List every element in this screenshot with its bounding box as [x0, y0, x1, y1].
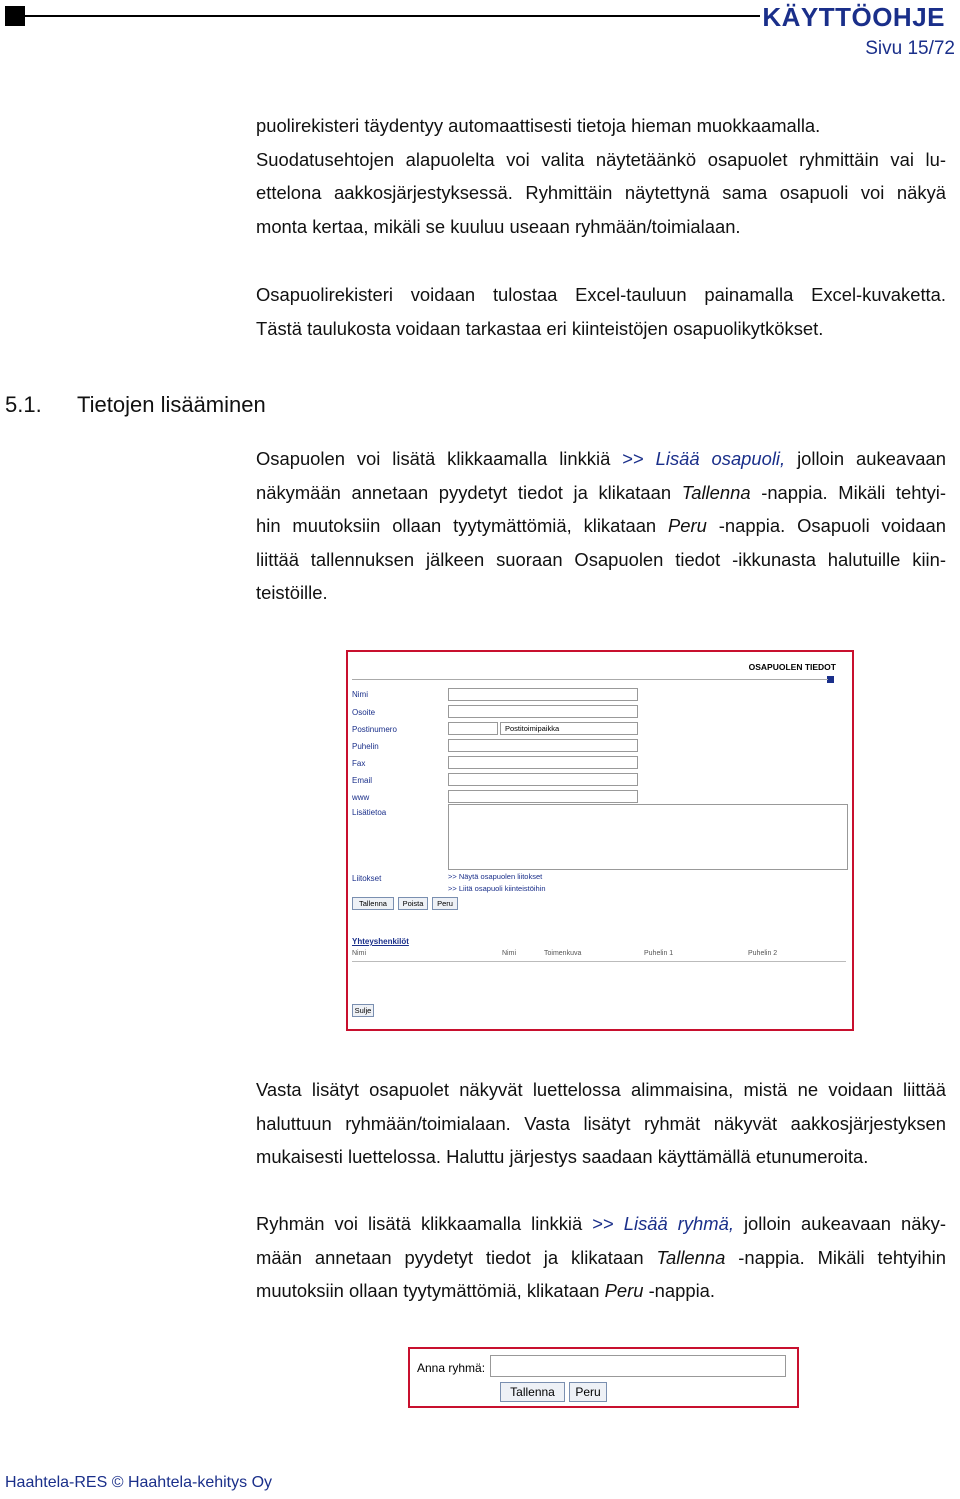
www-label: www: [352, 793, 370, 802]
phone-field[interactable]: [448, 739, 638, 752]
address-label: Osoite: [352, 708, 376, 717]
attach-to-property-link[interactable]: >> Liitä osapuoli kiinteistöihin: [448, 884, 546, 893]
text-span: -nappia. Mikäli tehtyi-: [761, 481, 946, 503]
header-square-mark: [5, 6, 25, 26]
city-field[interactable]: Postitoimipaikka: [500, 722, 638, 735]
section-title: Tietojen lisääminen: [77, 392, 266, 417]
column-header: Puhelin 1: [644, 950, 674, 957]
group-save-button[interactable]: Tallenna: [500, 1382, 565, 1402]
text-span: mään annetaan pyydetyt tiedot ja klikataan: [256, 1246, 644, 1268]
save-word: Tallenna: [681, 481, 751, 503]
save-word: Tallenna: [656, 1246, 726, 1268]
section-heading: [5, 392, 266, 418]
text-span: Osapuolen voi lisätä klikkaamalla linkkiä: [256, 448, 611, 469]
column-header: Toimenkuva: [544, 950, 582, 957]
link-arrow: >>: [592, 1213, 614, 1234]
add-group-paragraph: [256, 1207, 946, 1308]
text-line: [256, 1241, 946, 1275]
text-line: [256, 476, 946, 510]
text-line: mukaisesti luettelossa. Haluttu järjestys saadaan käyttämällä etunumeroita.: [256, 1146, 869, 1167]
group-label: Anna ryhmä:: [417, 1361, 486, 1375]
text-span: Ryhmän voi lisätä klikkaamalla linkkiä: [256, 1213, 583, 1234]
tab-marker-icon: [827, 676, 834, 683]
text-line: monta kertaa, mikäli se kuuluu useaan ryhmään/toimialaan.: [256, 215, 741, 237]
notes-textarea[interactable]: [448, 804, 848, 870]
after-add-paragraph: [256, 1073, 946, 1174]
notes-label: Lisätietoa: [352, 808, 387, 817]
text-line: Osapuolirekisteri voidaan tulostaa Excel-tauluun painamalla Excel-kuvaketta.: [256, 284, 946, 305]
add-group-screenshot: [408, 1347, 799, 1408]
cancel-word: Peru: [668, 515, 707, 536]
divider: [352, 679, 828, 680]
party-details-tab[interactable]: OSAPUOLEN TIEDOT: [748, 662, 836, 672]
text-span: hin muutoksiin ollaan tyytymättömiä, klikataan: [256, 515, 657, 536]
add-party-paragraph: [256, 442, 946, 610]
group-cancel-button[interactable]: Peru: [569, 1382, 607, 1402]
text-line: haluttuun ryhmään/toimialaan. Vasta lisätyt ryhmät näkyvät aakkosjärjestyksen: [256, 1112, 946, 1134]
text-span: jolloin aukeavaan näky-: [743, 1213, 946, 1234]
fax-label: Fax: [352, 759, 366, 768]
text-line: [256, 1274, 946, 1308]
name-field[interactable]: [448, 688, 638, 701]
add-group-link[interactable]: [592, 1213, 734, 1234]
add-party-link[interactable]: [622, 448, 785, 469]
text-line: [256, 442, 946, 476]
fax-field[interactable]: [448, 756, 638, 769]
email-label: Email: [352, 776, 373, 785]
email-field[interactable]: [448, 773, 638, 786]
column-header: Nimi: [502, 950, 516, 957]
show-links-link[interactable]: >> Näytä osapuolen liitokset: [448, 872, 543, 881]
excel-paragraph: [256, 278, 946, 345]
text-line: liittää tallennuksen jälkeen suoraan Osapuolen tiedot -ikkunasta halutuille kiin-: [256, 548, 946, 570]
link-text: Lisää ryhmä,: [623, 1213, 734, 1234]
text-span: näkymään annetaan pyydetyt tiedot ja klikataan: [256, 481, 672, 503]
link-text: Lisää osapuoli,: [655, 448, 786, 469]
text-line: ettelona aakkosjärjestyksessä. Ryhmittäin näytettynä sama osapuoli voi näkyä: [256, 182, 946, 203]
text-span: -nappia. Osapuoli voidaan: [718, 515, 946, 536]
www-field[interactable]: [448, 790, 638, 803]
save-button[interactable]: Tallenna: [352, 897, 394, 910]
section-number: 5.1.: [5, 392, 42, 417]
intro-paragraph: [256, 109, 946, 243]
document-title: KÄYTTÖOHJE: [762, 2, 945, 32]
text-line: Tästä taulukosta voidaan tarkastaa eri kiinteistöjen osapuolikytkökset.: [256, 317, 824, 339]
page-number: Sivu 15/72: [865, 38, 955, 59]
group-name-field[interactable]: [490, 1355, 786, 1377]
text-line: Vasta lisätyt osapuolet näkyvät luettelossa alimmaisina, mistä ne voidaan liittää: [256, 1079, 946, 1100]
text-line: puolirekisteri täydentyy automaattisesti tietoja hieman muokkaamalla.: [256, 115, 821, 136]
delete-button[interactable]: Poista: [398, 897, 428, 910]
footer-copyright: Haahtela-RES © Haahtela-kehitys Oy: [5, 1474, 273, 1491]
column-header: Puhelin 2: [748, 950, 778, 957]
close-button[interactable]: Sulje: [352, 1004, 374, 1017]
phone-label: Puhelin: [352, 742, 379, 751]
text-line: Suodatusehtojen alapuolelta voi valita näytetäänkö osapuolet ryhmittäin vai lu-: [256, 148, 946, 170]
links-label: Liitokset: [352, 874, 382, 883]
contacts-table-header: [352, 947, 846, 962]
text-span: -nappia.: [648, 1280, 716, 1301]
column-header: Nimi: [352, 950, 366, 957]
party-details-screenshot: [346, 650, 854, 1031]
text-line: [256, 509, 946, 543]
text-line: [256, 1207, 946, 1241]
text-line: teistöille.: [256, 582, 328, 603]
link-arrow: >>: [622, 448, 644, 469]
contacts-heading: Yhteyshenkilöt: [352, 937, 409, 946]
postal-code-label: Postinumero: [352, 725, 397, 734]
text-span: jolloin aukeavaan: [797, 448, 946, 469]
cancel-button[interactable]: Peru: [432, 897, 458, 910]
name-label: Nimi: [352, 690, 368, 699]
text-span: -nappia. Mikäli tehtyihin: [738, 1246, 946, 1268]
address-field[interactable]: [448, 705, 638, 718]
postal-code-field[interactable]: [448, 722, 498, 735]
header-rule: [25, 15, 760, 17]
text-span: muutoksiin ollaan tyytymättömiä, klikataan: [256, 1280, 600, 1301]
cancel-word: Peru: [604, 1280, 644, 1301]
